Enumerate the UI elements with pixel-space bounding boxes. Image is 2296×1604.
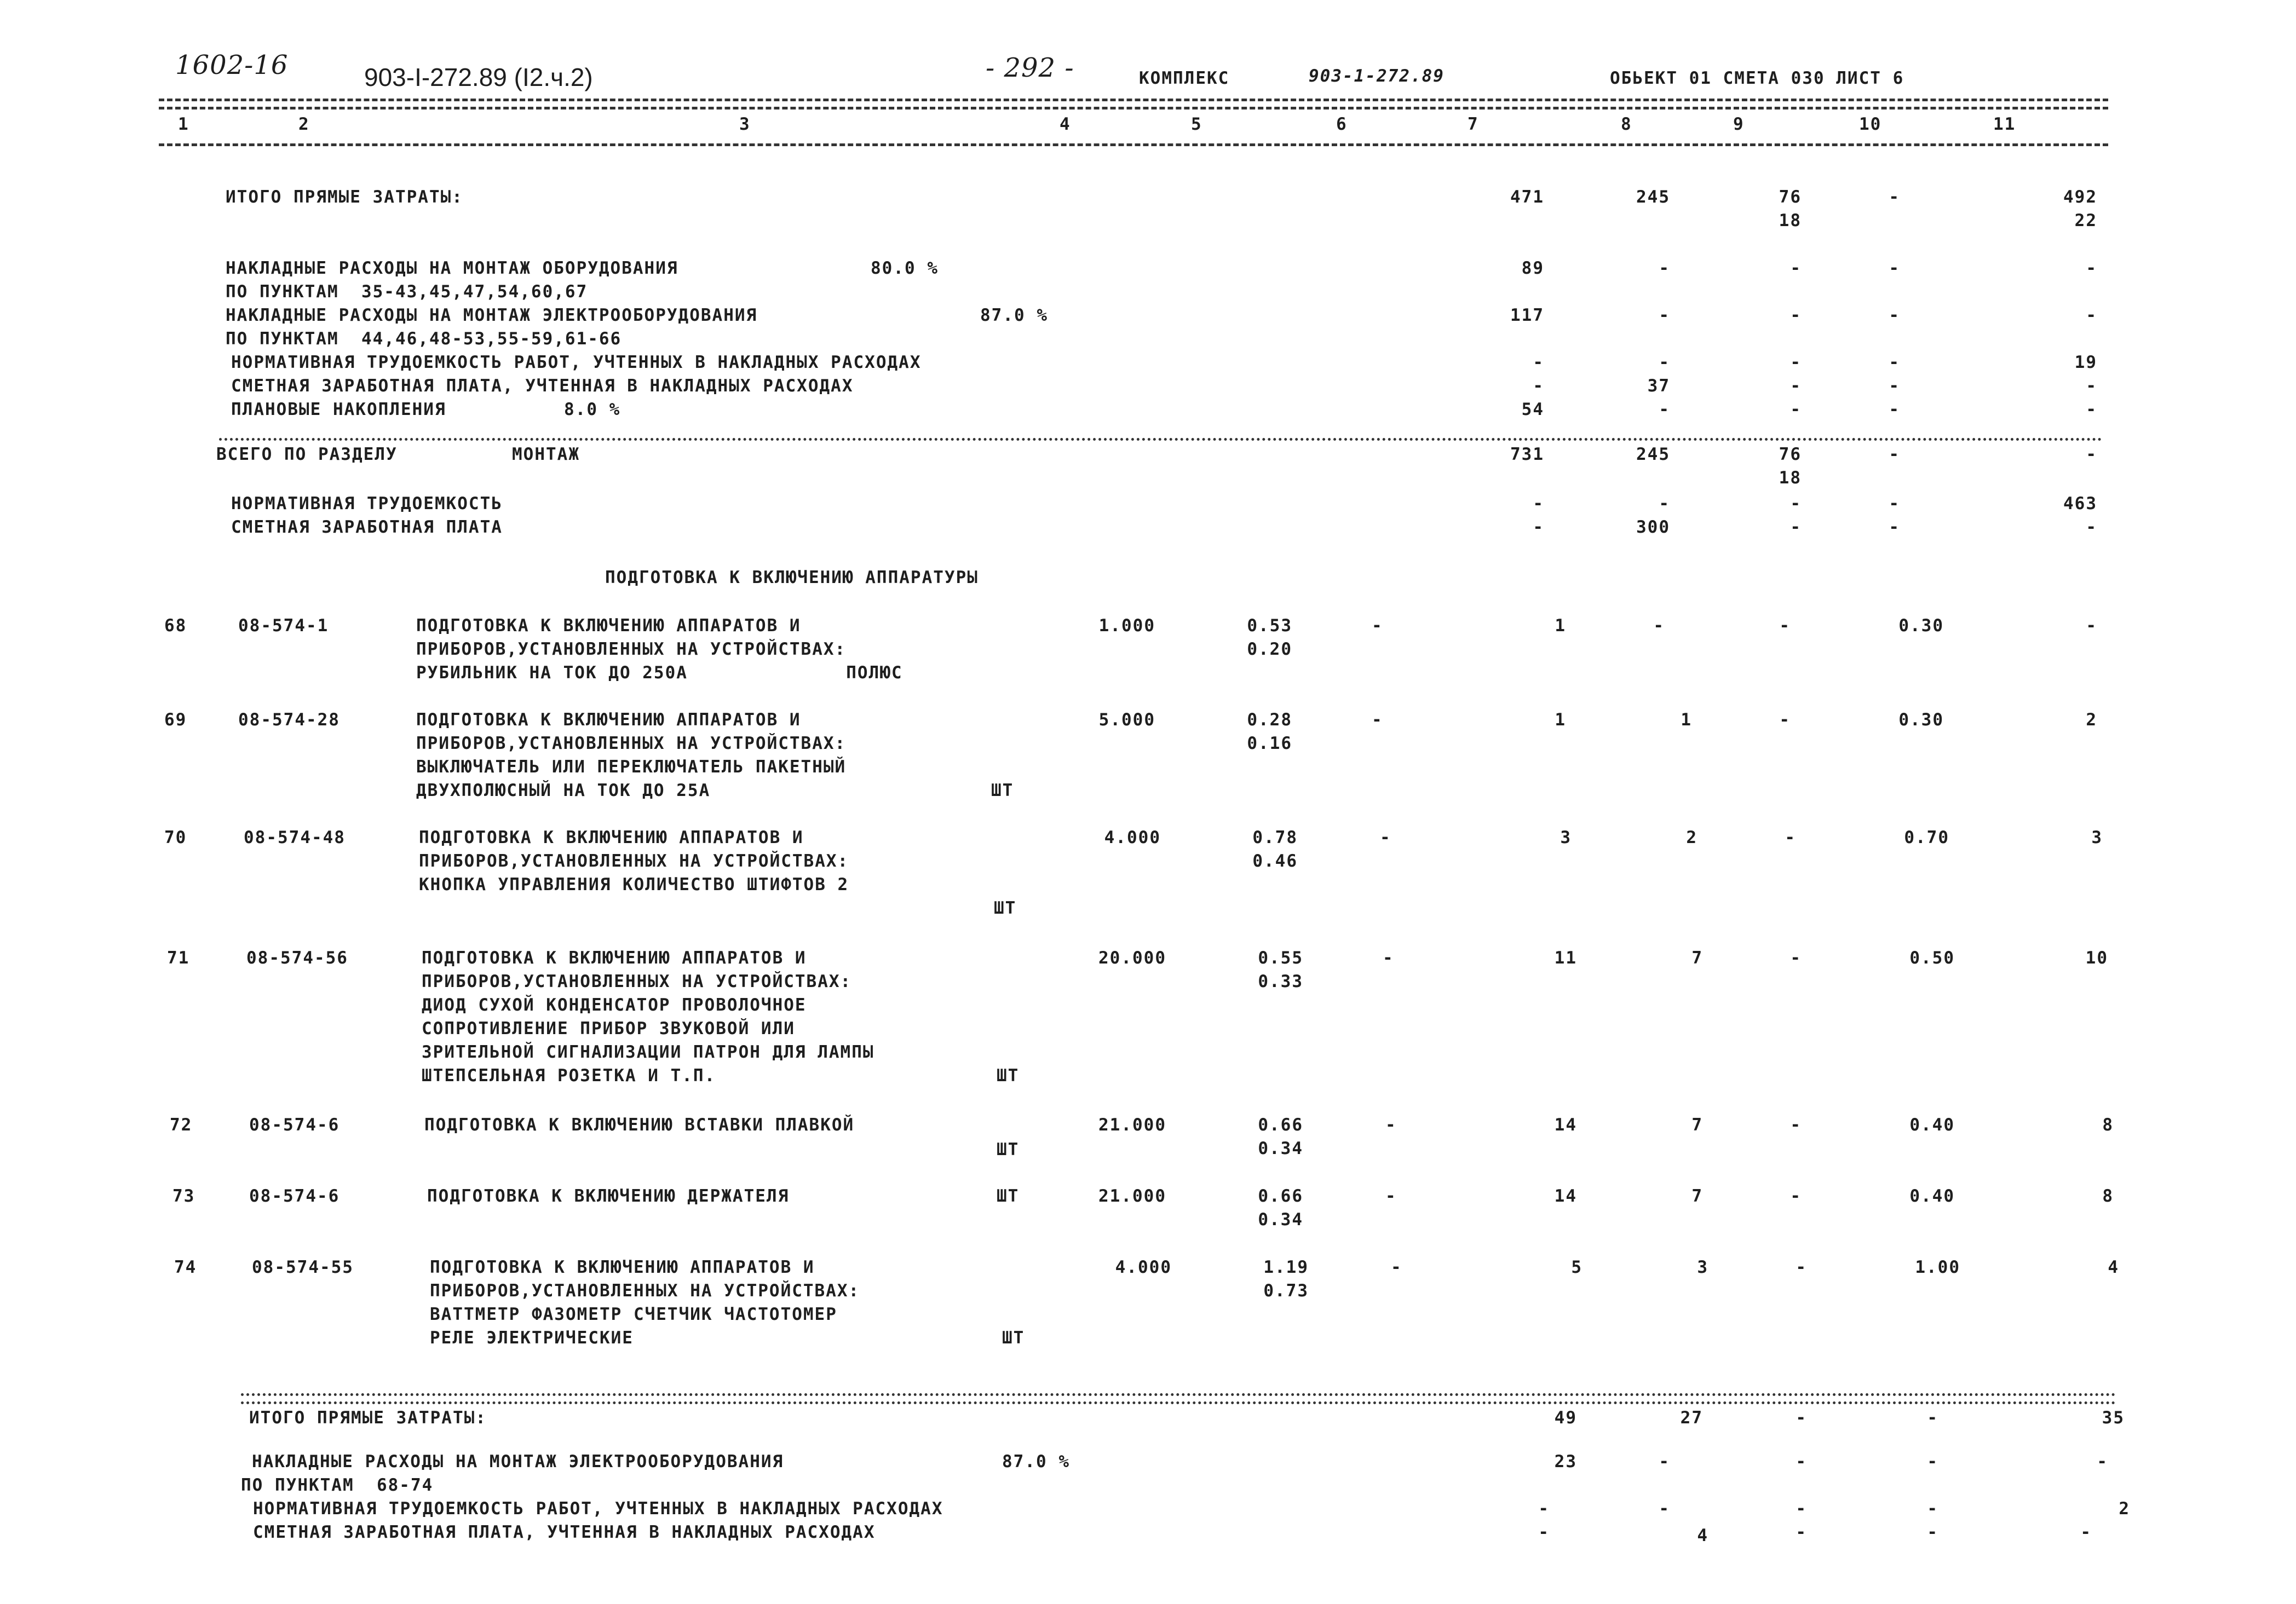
- cell-col8: -: [1659, 258, 1670, 278]
- item-price: 0.28: [1247, 710, 1292, 730]
- cell-col10: -: [1889, 445, 1900, 464]
- cell-col7: -: [1538, 1499, 1550, 1519]
- page-number: - 292 -: [986, 53, 1074, 83]
- item-desc-line: ВЫКЛЮЧАТЕЛЬ ИЛИ ПЕРЕКЛЮЧАТЕЛЬ ПАКЕТНЫЙ: [416, 757, 847, 777]
- cell-col9: -: [1790, 948, 1802, 968]
- item-price-2: 0.73: [1263, 1281, 1309, 1301]
- row-label: ИТОГО ПРЯМЫЕ ЗАТРАТЫ:: [226, 187, 463, 207]
- cell-col7: 23: [1554, 1452, 1577, 1472]
- cell-col11: -: [2080, 1522, 2092, 1542]
- cell-col11: 35: [2102, 1408, 2125, 1428]
- cell-col11: -: [2086, 445, 2097, 464]
- item-code: 08-574-56: [246, 948, 348, 968]
- cell-col9: -: [1790, 305, 1802, 325]
- cell-col10: -: [1889, 494, 1900, 513]
- col-number: 7: [1468, 114, 1479, 134]
- cell-col10: -: [1889, 353, 1900, 372]
- item-number: 71: [167, 948, 190, 968]
- cell-col11: 492: [2063, 187, 2097, 207]
- item-code: 08-574-6: [249, 1115, 340, 1135]
- cell-col9: 76: [1779, 445, 1802, 464]
- item-price-2: 0.16: [1247, 734, 1292, 753]
- cell-col11: -: [2086, 305, 2097, 325]
- row-label: СМЕТНАЯ ЗАРАБОТНАЯ ПЛАТА, УЧТЕННАЯ В НАКЛАДНЫХ РАСХОДАХ: [231, 376, 854, 396]
- cell-col6: -: [1385, 1115, 1397, 1135]
- cell-col11-sub: 22: [2074, 211, 2097, 230]
- cell-col10: 1.00: [1915, 1257, 1960, 1277]
- cell-col9: -: [1796, 1257, 1807, 1277]
- item-unit: ШТ: [994, 898, 1017, 918]
- item-desc-line: ПРИБОРОВ,УСТАНОВЛЕННЫХ НА УСТРОЙСТВАХ:: [419, 851, 849, 871]
- col-number: 1: [178, 114, 189, 134]
- col-number: 6: [1336, 114, 1348, 134]
- col-number: 9: [1733, 114, 1745, 134]
- item-price-2: 0.34: [1258, 1210, 1303, 1230]
- cell-col7: 731: [1510, 445, 1544, 464]
- item-price: 0.66: [1258, 1115, 1303, 1135]
- item-desc-line: ВАТТМЕТР ФАЗОМЕТР СЧЕТЧИК ЧАСТОТОМЕР: [430, 1305, 837, 1324]
- cell-col11: -: [2086, 376, 2097, 396]
- header-rule-top-2: [159, 107, 2108, 109]
- item-price: 1.19: [1263, 1257, 1309, 1277]
- cell-col11: -: [2086, 616, 2097, 636]
- object-info: ОБЬЕКТ 01 СМЕТА 030 ЛИСТ 6: [1610, 68, 1904, 88]
- cell-col11: -: [2086, 517, 2097, 537]
- project-code: 903-I-272.89 (I2.ч.2): [364, 63, 593, 91]
- cell-col8: -: [1659, 494, 1670, 513]
- row-label: ВСЕГО ПО РАЗДЕЛУ: [216, 445, 398, 464]
- item-desc-line: ЗРИТЕЛЬНОЙ СИГНАЛИЗАЦИИ ПАТРОН ДЛЯ ЛАМПЫ: [422, 1042, 874, 1062]
- cell-col9: -: [1796, 1499, 1807, 1519]
- rate: 87.0 %: [980, 305, 1048, 325]
- cell-col7: 11: [1554, 948, 1577, 968]
- cell-col9: -: [1790, 400, 1802, 419]
- item-quantity: 5.000: [1098, 710, 1155, 730]
- cell-col10: -: [1927, 1452, 1938, 1472]
- cell-col8: -: [1659, 305, 1670, 325]
- item-price: 0.78: [1252, 828, 1298, 847]
- cell-col8: 2: [1686, 828, 1697, 847]
- header-rule-top: [159, 99, 2108, 101]
- item-unit: ШТ: [997, 1186, 1020, 1206]
- cell-col10: -: [1889, 258, 1900, 278]
- col-number: 11: [1993, 114, 2016, 134]
- item-quantity: 21.000: [1098, 1115, 1166, 1135]
- points: ПО ПУНКТАМ 44,46,48-53,55-59,61-66: [226, 329, 622, 349]
- cell-col10: 0.40: [1909, 1115, 1955, 1135]
- item-code: 08-574-28: [238, 710, 340, 730]
- cell-col8: -: [1659, 1499, 1670, 1519]
- item-desc-line: ШТЕПСЕЛЬНАЯ РОЗЕТКА И Т.П.: [422, 1066, 716, 1086]
- cell-col10: -: [1889, 400, 1900, 419]
- col-number: 8: [1621, 114, 1632, 134]
- cell-col8: 3: [1697, 1257, 1708, 1277]
- cell-col11: 2: [2119, 1499, 2130, 1519]
- cell-col7: -: [1533, 376, 1544, 396]
- rate: 8.0 %: [564, 400, 621, 419]
- cell-col11: 8: [2102, 1186, 2114, 1206]
- totals-rule: [241, 1393, 2116, 1396]
- handwritten-code: 1602-16: [175, 50, 289, 80]
- cell-col6: -: [1380, 828, 1391, 847]
- cell-col9: -: [1790, 494, 1802, 513]
- cell-col9: -: [1779, 710, 1791, 730]
- item-desc-line: ПОДГОТОВКА К ВКЛЮЧЕНИЮ АППАРАТОВ И: [416, 710, 801, 730]
- cell-col7: -: [1533, 517, 1544, 537]
- item-number: 73: [172, 1186, 195, 1206]
- item-desc-line: ПРИБОРОВ,УСТАНОВЛЕННЫХ НА УСТРОЙСТВАХ:: [416, 639, 847, 659]
- cell-col10: -: [1927, 1522, 1938, 1542]
- cell-col11: 19: [2074, 353, 2097, 372]
- item-desc-line: ДВУХПОЛЮСНЫЙ НА ТОК ДО 25А: [416, 781, 711, 800]
- cell-col9: -: [1790, 1186, 1802, 1206]
- item-desc-line: ДИОД СУХОЙ КОНДЕНСАТОР ПРОВОЛОЧНОЕ: [422, 995, 807, 1015]
- cell-col11: 8: [2102, 1115, 2114, 1135]
- cell-col8: 37: [1647, 376, 1670, 396]
- item-unit: ШТ: [997, 1140, 1020, 1159]
- cell-col11: 10: [2085, 948, 2108, 968]
- cell-col7: 49: [1554, 1408, 1577, 1428]
- cell-col9: -: [1779, 616, 1791, 636]
- cell-col8: 7: [1691, 948, 1703, 968]
- item-unit: ШТ: [1002, 1328, 1025, 1348]
- cell-col11: -: [2086, 258, 2097, 278]
- item-quantity: 20.000: [1098, 948, 1166, 968]
- item-desc-line: ПРИБОРОВ,УСТАНОВЛЕННЫХ НА УСТРОЙСТВАХ:: [416, 734, 847, 753]
- cell-col8: -: [1659, 400, 1670, 419]
- cell-col9: -: [1785, 828, 1796, 847]
- points: ПО ПУНКТАМ 68-74: [241, 1475, 434, 1495]
- cell-col8: -: [1659, 353, 1670, 372]
- cell-col11: -: [2097, 1452, 2108, 1472]
- header-rule-bottom: [159, 143, 2108, 146]
- cell-col7: 54: [1521, 400, 1544, 419]
- cell-col6: -: [1383, 948, 1394, 968]
- row-label: НАКЛАДНЫЕ РАСХОДЫ НА МОНТАЖ ОБОРУДОВАНИЯ: [226, 258, 678, 278]
- item-price-2: 0.46: [1252, 851, 1298, 871]
- cell-col9-sub: 18: [1779, 211, 1802, 230]
- section-total-rule: [219, 438, 2103, 441]
- item-desc-line: ПОДГОТОВКА К ВКЛЮЧЕНИЮ ДЕРЖАТЕЛЯ: [427, 1186, 790, 1206]
- item-price: 0.53: [1247, 616, 1292, 636]
- cell-col10: 0.50: [1909, 948, 1955, 968]
- row-label: НАКЛАДНЫЕ РАСХОДЫ НА МОНТАЖ ЭЛЕКТРООБОРУДОВАНИЯ: [252, 1452, 784, 1472]
- cell-col10: 0.30: [1898, 616, 1944, 636]
- cell-col7: 3: [1560, 828, 1572, 847]
- item-desc-line: ПОДГОТОВКА К ВКЛЮЧЕНИЮ АППАРАТОВ И: [430, 1257, 815, 1277]
- cell-col9: -: [1796, 1522, 1807, 1542]
- cell-col9: -: [1790, 517, 1802, 537]
- cell-col7: 1: [1555, 616, 1566, 636]
- item-number: 69: [164, 710, 187, 730]
- cell-col9: -: [1790, 376, 1802, 396]
- cell-col9: 76: [1779, 187, 1802, 207]
- col-number: 2: [298, 114, 310, 134]
- cell-col7: 117: [1510, 305, 1544, 325]
- item-quantity: 4.000: [1104, 828, 1161, 847]
- cell-col11: 463: [2063, 494, 2097, 513]
- col-number: 10: [1859, 114, 1882, 134]
- section-title: ПОДГОТОВКА К ВКЛЮЧЕНИЮ АППАРАТУРЫ: [605, 568, 979, 587]
- cell-col11: -: [2086, 400, 2097, 419]
- points: ПО ПУНКТАМ 35-43,45,47,54,60,67: [226, 282, 588, 302]
- item-desc-line: ПРИБОРОВ,УСТАНОВЛЕННЫХ НА УСТРОЙСТВАХ:: [430, 1281, 860, 1301]
- cell-col11: 4: [2108, 1257, 2119, 1277]
- cell-col9-sub: 18: [1779, 468, 1802, 488]
- cell-col6: -: [1385, 1186, 1397, 1206]
- cell-col7: 89: [1521, 258, 1544, 278]
- item-number: 72: [170, 1115, 193, 1135]
- rate: 87.0 %: [1002, 1452, 1070, 1472]
- col-number: 3: [739, 114, 751, 134]
- item-desc-line: ПОДГОТОВКА К ВКЛЮЧЕНИЮ АППАРАТОВ И: [419, 828, 804, 847]
- complex-code: 903-1-272.89: [1309, 66, 1445, 86]
- cell-col9: -: [1796, 1452, 1807, 1472]
- cell-col9: -: [1790, 353, 1802, 372]
- cell-col10: -: [1889, 517, 1900, 537]
- cell-col6: -: [1372, 710, 1383, 730]
- cell-col10: -: [1927, 1499, 1938, 1519]
- cell-col11: 2: [2086, 710, 2097, 730]
- cell-col10: 0.40: [1909, 1186, 1955, 1206]
- item-desc-line: ПОДГОТОВКА К ВКЛЮЧЕНИЮ АППАРАТОВ И: [416, 616, 801, 636]
- section-name: МОНТАЖ: [512, 445, 580, 464]
- item-unit: ШТ: [991, 781, 1014, 800]
- cell-col8: -: [1659, 1452, 1670, 1472]
- cell-col10: 0.30: [1898, 710, 1944, 730]
- cell-col8: -: [1653, 616, 1665, 636]
- totals-rule-2: [241, 1401, 2116, 1404]
- cell-col10: -: [1927, 1408, 1938, 1428]
- cell-col9: -: [1796, 1408, 1807, 1428]
- cell-col11: 3: [2091, 828, 2103, 847]
- row-label: НАКЛАДНЫЕ РАСХОДЫ НА МОНТАЖ ЭЛЕКТРООБОРУДОВАНИЯ: [226, 305, 758, 325]
- cell-col8: 245: [1636, 187, 1670, 207]
- item-price: 0.55: [1258, 948, 1303, 968]
- cell-col8: 1: [1681, 710, 1692, 730]
- item-price-2: 0.34: [1258, 1139, 1303, 1158]
- rate: 80.0 %: [871, 258, 939, 278]
- row-label: НОРМАТИВНАЯ ТРУДОЕМКОСТЬ РАБОТ, УЧТЕННЫХ В НАКЛАДНЫХ РАСХОДАХ: [231, 353, 922, 372]
- cell-col6: -: [1391, 1257, 1402, 1277]
- item-price: 0.66: [1258, 1186, 1303, 1206]
- col-number: 4: [1060, 114, 1071, 134]
- item-price-2: 0.20: [1247, 639, 1292, 659]
- cell-col7: -: [1533, 494, 1544, 513]
- item-code: 08-574-6: [249, 1186, 340, 1206]
- item-code: 08-574-48: [244, 828, 346, 847]
- cell-col9: -: [1790, 1115, 1802, 1135]
- item-desc-line: ПОДГОТОВКА К ВКЛЮЧЕНИЮ ВСТАВКИ ПЛАВКОЙ: [424, 1115, 855, 1135]
- item-number: 70: [164, 828, 187, 847]
- cell-col8: 4: [1697, 1526, 1708, 1545]
- cell-col9: -: [1790, 258, 1802, 278]
- item-desc-line: ПРИБОРОВ,УСТАНОВЛЕННЫХ НА УСТРОЙСТВАХ:: [422, 972, 852, 991]
- row-label: НОРМАТИВНАЯ ТРУДОЕМКОСТЬ: [231, 494, 503, 513]
- item-desc-line: РЕЛЕ ЭЛЕКТРИЧЕСКИЕ: [430, 1328, 634, 1348]
- cell-col7: 471: [1510, 187, 1544, 207]
- cell-col10: 0.70: [1904, 828, 1949, 847]
- cell-col10: -: [1889, 376, 1900, 396]
- cell-col8: 245: [1636, 445, 1670, 464]
- row-label: НОРМАТИВНАЯ ТРУДОЕМКОСТЬ РАБОТ, УЧТЕННЫХ В НАКЛАДНЫХ РАСХОДАХ: [253, 1499, 943, 1519]
- item-code: 08-574-55: [252, 1257, 354, 1277]
- row-label: СМЕТНАЯ ЗАРАБОТНАЯ ПЛАТА, УЧТЕННАЯ В НАКЛАДНЫХ РАСХОДАХ: [253, 1522, 876, 1542]
- item-number: 68: [164, 616, 187, 636]
- item-quantity: 4.000: [1115, 1257, 1172, 1277]
- col-number: 5: [1191, 114, 1202, 134]
- cell-col8: 7: [1691, 1115, 1703, 1135]
- cell-col7: 1: [1555, 710, 1566, 730]
- item-quantity: 1.000: [1098, 616, 1155, 636]
- cell-col10: -: [1889, 305, 1900, 325]
- item-quantity: 21.000: [1098, 1186, 1166, 1206]
- cell-col6: -: [1372, 616, 1383, 636]
- complex-label: КОМПЛЕКС: [1139, 68, 1230, 88]
- row-label: ПЛАНОВЫЕ НАКОПЛЕНИЯ: [231, 400, 446, 419]
- cell-col10: -: [1889, 187, 1900, 207]
- cell-col8: 27: [1680, 1408, 1703, 1428]
- cell-col8: 7: [1691, 1186, 1703, 1206]
- item-desc-line: ПОДГОТОВКА К ВКЛЮЧЕНИЮ АППАРАТОВ И: [422, 948, 807, 968]
- item-desc-line: СОПРОТИВЛЕНИЕ ПРИБОР ЗВУКОВОЙ ИЛИ: [422, 1019, 795, 1038]
- cell-col8: 300: [1636, 517, 1670, 537]
- item-number: 74: [174, 1257, 197, 1277]
- row-label: ИТОГО ПРЯМЫЕ ЗАТРАТЫ:: [249, 1408, 487, 1428]
- row-label: СМЕТНАЯ ЗАРАБОТНАЯ ПЛАТА: [231, 517, 503, 537]
- item-desc-line: РУБИЛЬНИК НА ТОК ДО 250А ПОЛЮС: [416, 663, 903, 683]
- item-desc-line: КНОПКА УПРАВЛЕНИЯ КОЛИЧЕСТВО ШТИФТОВ 2: [419, 875, 849, 895]
- cell-col7: 14: [1554, 1115, 1577, 1135]
- cell-col7: -: [1538, 1522, 1550, 1542]
- cell-col7: -: [1533, 353, 1544, 372]
- cell-col7: 5: [1571, 1257, 1583, 1277]
- item-price-2: 0.33: [1258, 972, 1303, 991]
- item-code: 08-574-1: [238, 616, 329, 636]
- item-unit: ШТ: [997, 1066, 1020, 1086]
- cell-col7: 14: [1554, 1186, 1577, 1206]
